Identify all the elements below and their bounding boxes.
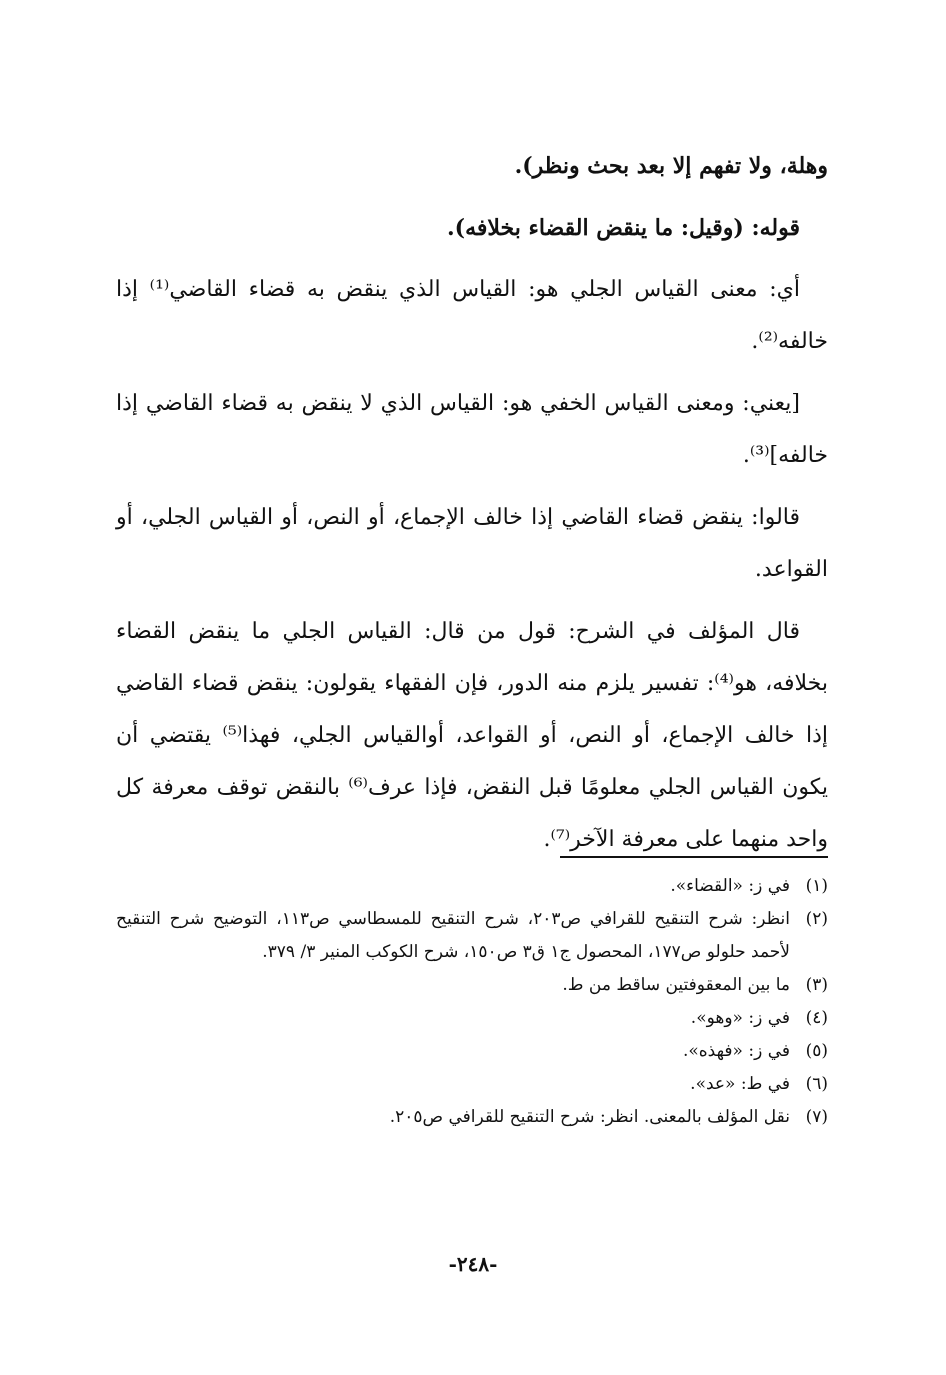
footnote [116, 1068, 828, 1101]
footnote-text: في ط: «عد». [690, 1074, 790, 1094]
footnote-text: في ز: «القضاء». [670, 876, 790, 896]
footnote [116, 1035, 828, 1068]
footnote-separator [560, 856, 828, 858]
footnote-number: (٥) [805, 1041, 828, 1061]
footnote-text: في ز: «وهو». [690, 1008, 790, 1028]
footnote [116, 1002, 828, 1035]
page-number: -٢٤٨- [448, 1252, 498, 1276]
footnote-text: في ز: «فهذه». [682, 1041, 790, 1061]
main-text [116, 140, 828, 866]
footnote-text: ما بين المعقوفتين ساقط من ط. [562, 975, 790, 995]
footnote-number: (٦) [805, 1074, 828, 1094]
footnote [116, 1101, 828, 1134]
paragraph-author: قال المؤلف في الشرح: قول من قال: القياس الجلي ما ينقض القضاء بخلافه، هو⁽⁴⁾: تفسير يلزم منه الدور، فإن الفقهاء يقولون: ينقض قضاء القاضي إذا خالف الإجماع، أو النص، أو القواعد، أوالقياس الجلي، فهذا⁽⁵⁾ يقتضي أن يكون القياس الجلي معلومًا قبل النقض، فإذا عرف⁽⁶⁾ بالنقض توقف معرفة كل واحد منهما على معرفة الآخر⁽⁷⁾. [116, 619, 828, 852]
footnote-number: (١) [805, 876, 828, 896]
footnote-text: انظر: شرح التنقيح للقرافي ص٢٠٣، شرح التنقيح للمسطاسي ص١١٣، التوضيح شرح التنقيح لأحمد حلولو ص١٧٧، المحصول ج١ ق٣ ص١٥٠، شرح الكوكب المنير ٣/ ٣٧٩. [116, 909, 791, 962]
paragraph-quote: قوله: (وقيل: ما ينقض القضاء بخلافه). [447, 215, 800, 241]
footnote-number: (٢) [805, 909, 828, 929]
footnotes [116, 870, 828, 1134]
paragraph-bracketed: [يعني: ومعنى القياس الخفي هو: القياس الذي لا ينقض به قضاء القاضي إذا خالفه]⁽³⁾. [116, 391, 828, 468]
footnote-text: نقل المؤلف بالمعنى. انظر: شرح التنقيح للقرافي ص٢٠٥. [389, 1107, 790, 1127]
footnote [116, 903, 828, 969]
footnote [116, 969, 828, 1002]
footnote-number: (٣) [805, 975, 828, 995]
paragraph-explanation: أي: معنى القياس الجلي هو: القياس الذي ينقض به قضاء القاضي⁽¹⁾ إذا خالفه⁽²⁾. [116, 277, 828, 354]
paragraph-qalu: قالوا: ينقض قضاء القاضي إذا خالف الإجماع، أو النص، أو القياس الجلي، أو القواعد. [116, 505, 828, 582]
footnote-number: (٧) [805, 1107, 828, 1127]
footnote [116, 870, 828, 903]
paragraph-continuation: وهلة، ولا تفهم إلا بعد بحث ونظر). [514, 153, 828, 179]
footnote-number: (٤) [805, 1008, 828, 1028]
